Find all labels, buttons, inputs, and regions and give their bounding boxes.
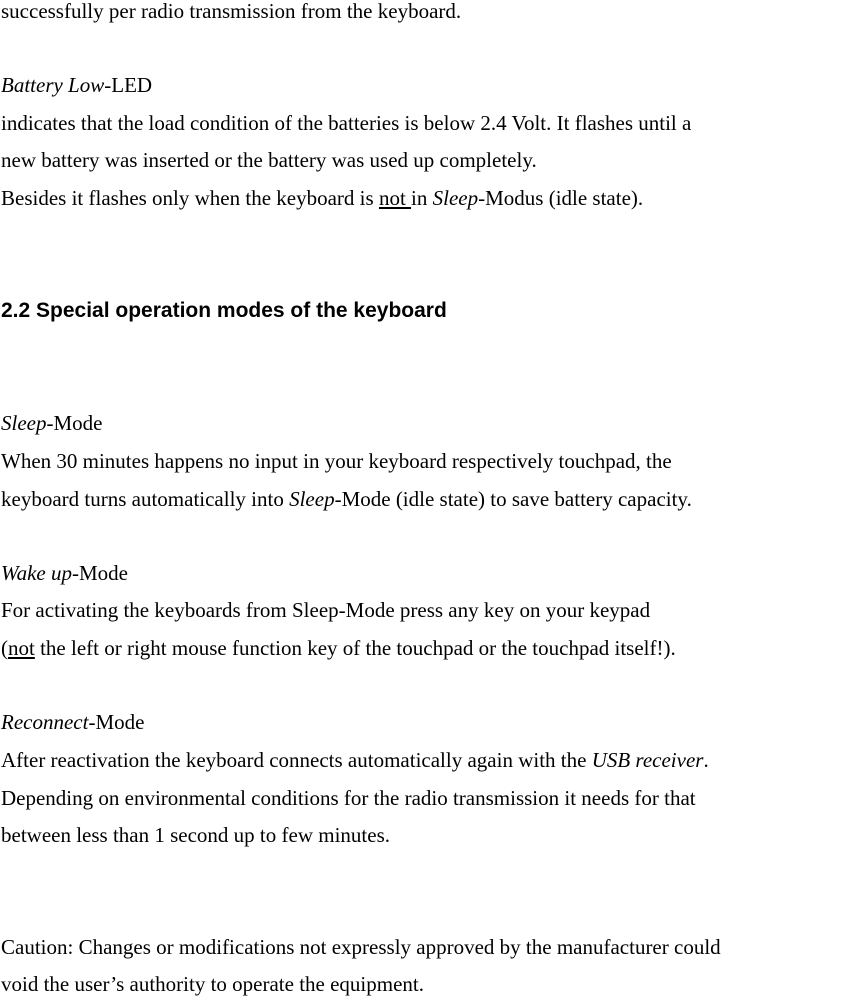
sleep-mode-line-2: keyboard turns automatically into Sleep-Mode (idle state) to save battery capacity. [1, 487, 692, 511]
intro-line: successfully per radio transmission from the keyboard. [1, 0, 462, 23]
wake-up-mode-title: Wake up-Mode [1, 561, 128, 585]
reconnect-mode-title: Reconnect-Mode [1, 710, 145, 734]
sleep-mode-title: Sleep-Mode [1, 411, 103, 435]
wake-up-mode-line-2: (not the left or right mouse function key of the touchpad or the touchpad itself!). [1, 636, 676, 660]
caution-line-1: Caution: Changes or modifications not expressly approved by the manufacturer could [1, 935, 721, 959]
reconnect-mode-line-3: between less than 1 second up to few minutes. [1, 823, 390, 847]
battery-low-line-3: Besides it flashes only when the keyboard is not in Sleep-Modus (idle state). [1, 186, 644, 210]
section-heading: 2.2 Special operation modes of the keyboard [1, 299, 447, 322]
sleep-mode-line-1: When 30 minutes happens no input in your keyboard respectively touchpad, the [1, 449, 672, 473]
reconnect-mode-line-1: After reactivation the keyboard connects automatically again with the USB receiver. [1, 748, 709, 772]
caution-line-2: void the user’s authority to operate the equipment. [1, 972, 425, 996]
battery-low-line-2: new battery was inserted or the battery was used up completely. [1, 148, 537, 172]
reconnect-mode-line-2: Depending on environmental conditions for the radio transmission it needs for that [1, 786, 696, 810]
wake-up-mode-line-1: For activating the keyboards from Sleep-Mode press any key on your keypad [1, 598, 651, 622]
battery-low-title: Battery Low-LED [1, 73, 153, 97]
battery-low-line-1: indicates that the load condition of the batteries is below 2.4 Volt. It flashes until a [1, 111, 692, 135]
